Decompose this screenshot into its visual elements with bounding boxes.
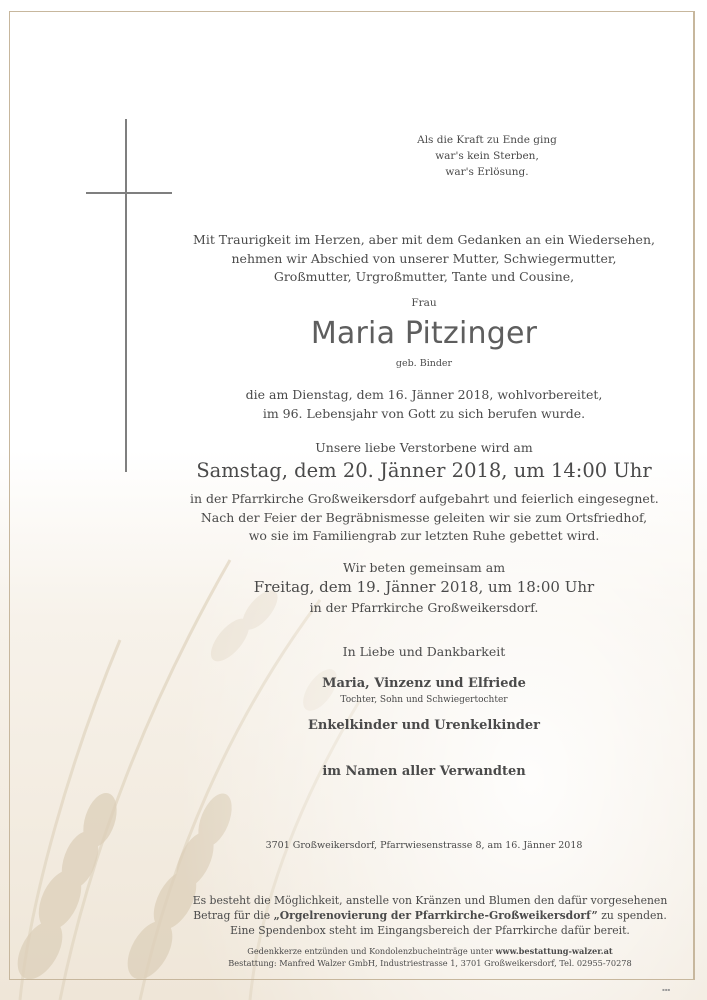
donation-line: Es besteht die Möglichkeit, anstelle von Kränzen und Blumen den dafür vorgesehenen [192,894,668,907]
funeral-details-line: Nach der Feier der Begräbnismesse geleiten wir sie zum Ortsfriedhof, [200,509,648,525]
birth-name: geb. Binder [395,358,453,369]
prayer-intro: Wir beten gemeinsam am [342,560,506,575]
funeral-intro: Unsere liebe Verstorbene wird am [315,440,533,455]
printer-mark-icon: ▪▪▪ [662,987,671,992]
mourner-family: Maria, Vinzenz und Elfriede [322,676,526,691]
mourner-family-relation: Tochter, Sohn und Schwiegertochter [340,695,508,705]
funeral-details [190,490,658,546]
death-notice-line: die am Dienstag, dem 16. Jänner 2018, wohlvorbereitet, [245,387,603,402]
donation-line [150,908,707,923]
intro-text [190,231,658,287]
cross-icon-vertical-bar [125,119,127,472]
poem-line: war's Erlösung. [445,166,529,178]
closing-text: In Liebe und Dankbarkeit [342,644,506,659]
poem-line: Als die Kraft zu Ende ging [417,134,557,146]
deceased-name: Maria Pitzinger [310,316,538,351]
memorial-poem [412,132,562,180]
funeral-details-line: in der Pfarrkirche Großweikersdorf aufgebahrt und feierlich eingesegnet. [190,491,659,506]
funeral-details-line: wo sie im Familiengrab zur letzten Ruhe gebettet wird. [248,528,600,543]
intro-line: Großmutter, Urgroßmutter, Tante und Cousine, [273,269,575,284]
donation-notice [150,893,707,938]
footer-line [150,945,707,957]
prayer-place: in der Pfarrkirche Großweikersdorf. [309,600,539,615]
footer [150,945,707,969]
footer-text: Gedenkkerze entzünden und Kondolenzbucheinträge unter [247,946,496,956]
intro-line: nehmen wir Abschied von unserer Mutter, Schwiegermutter, [231,250,617,266]
poem-line: war's kein Sterben, [435,150,539,162]
donation-purpose: „Orgelrenovierung der Pfarrkirche-Großweikersdorf” [273,909,598,922]
website-link[interactable]: www.bestattung-walzer.at [495,946,613,956]
death-notice-line: im 96. Lebensjahr von Gott zu sich berufen wurde. [262,405,586,421]
intro-line: Mit Traurigkeit im Herzen, aber mit dem Gedanken an ein Wiedersehen, [193,232,655,247]
mourner-relatives: im Namen aller Verwandten [322,764,526,779]
funeral-date: Samstag, dem 20. Jänner 2018, um 14:00 Uhr [196,459,652,482]
cross-icon-horizontal-bar [86,192,172,194]
mourner-grandchildren: Enkelkinder und Urenkelkinder [308,718,540,733]
donation-text: Betrag für die [193,909,274,922]
donation-text: zu spenden. [597,909,667,922]
footer-line: Bestattung: Manfred Walzer GmbH, Industriestrasse 1, 3701 Großweikersdorf, Tel. 02955-70278 [228,958,632,968]
donation-line: Eine Spendenbox steht im Eingangsbereich der Pfarrkirche dafür bereit. [230,924,630,937]
prayer-date: Freitag, dem 19. Jänner 2018, um 18:00 Uhr [253,578,595,596]
death-notice [190,386,658,423]
salutation: Frau [411,297,437,309]
address-date: 3701 Großweikersdorf, Pfarrwiesenstrasse 8, am 16. Jänner 2018 [265,840,583,851]
